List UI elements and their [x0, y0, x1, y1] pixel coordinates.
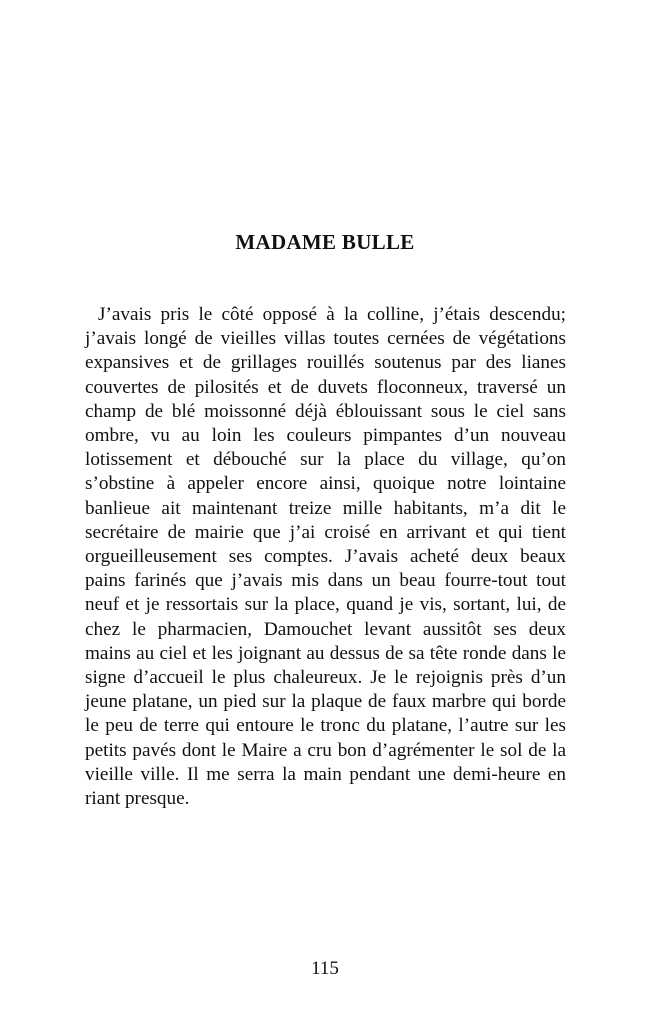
page-number: 115: [311, 958, 339, 979]
chapter-title: MADAME BULLE: [235, 230, 415, 254]
body-paragraph: J’avais pris le côté opposé à la colline, j’étais descendu; j’avais longé de vieilles villas toutes cernées de végétations expansives et de grillages rouillés soutenus par des lianes couvertes de pilosités et de duvets floconneux, traversé un champ de blé moissonné déjà éblouissant sous le ciel sans ombre, vu au loin les couleurs pimpantes d’un nouveau lotissement et débouché sur la place du village, qu’on s’obstine à appeler encore ainsi, quoique notre lointaine banlieue ait maintenant treize mille habitants, m’a dit le secrétaire de mairie que j’ai croisé en arrivant et qui tient orgueilleusement ses comptes. J’avais acheté deux beaux pains farinés que j’avais mis dans un beau fourre-tout tout neuf et je ressortais sur la place, quand je vis, sortant, lui, de chez le pharmacien, Damouchet levant aussitôt ses deux mains au ciel et les joignant au dessus de sa tête ronde dans le signe d’accueil le plus chaleureux. Je le rejoignis près d’un jeune platane, un pied sur la plaque de faux marbre qui borde le peu de terre qui entoure le tronc du platane, l’autre sur les petits pavés dont le Maire a cru bon d’agrémenter le sol de la vieille ville. Il me serra la main pendant une demi-heure en riant presque.: [85, 304, 566, 810]
